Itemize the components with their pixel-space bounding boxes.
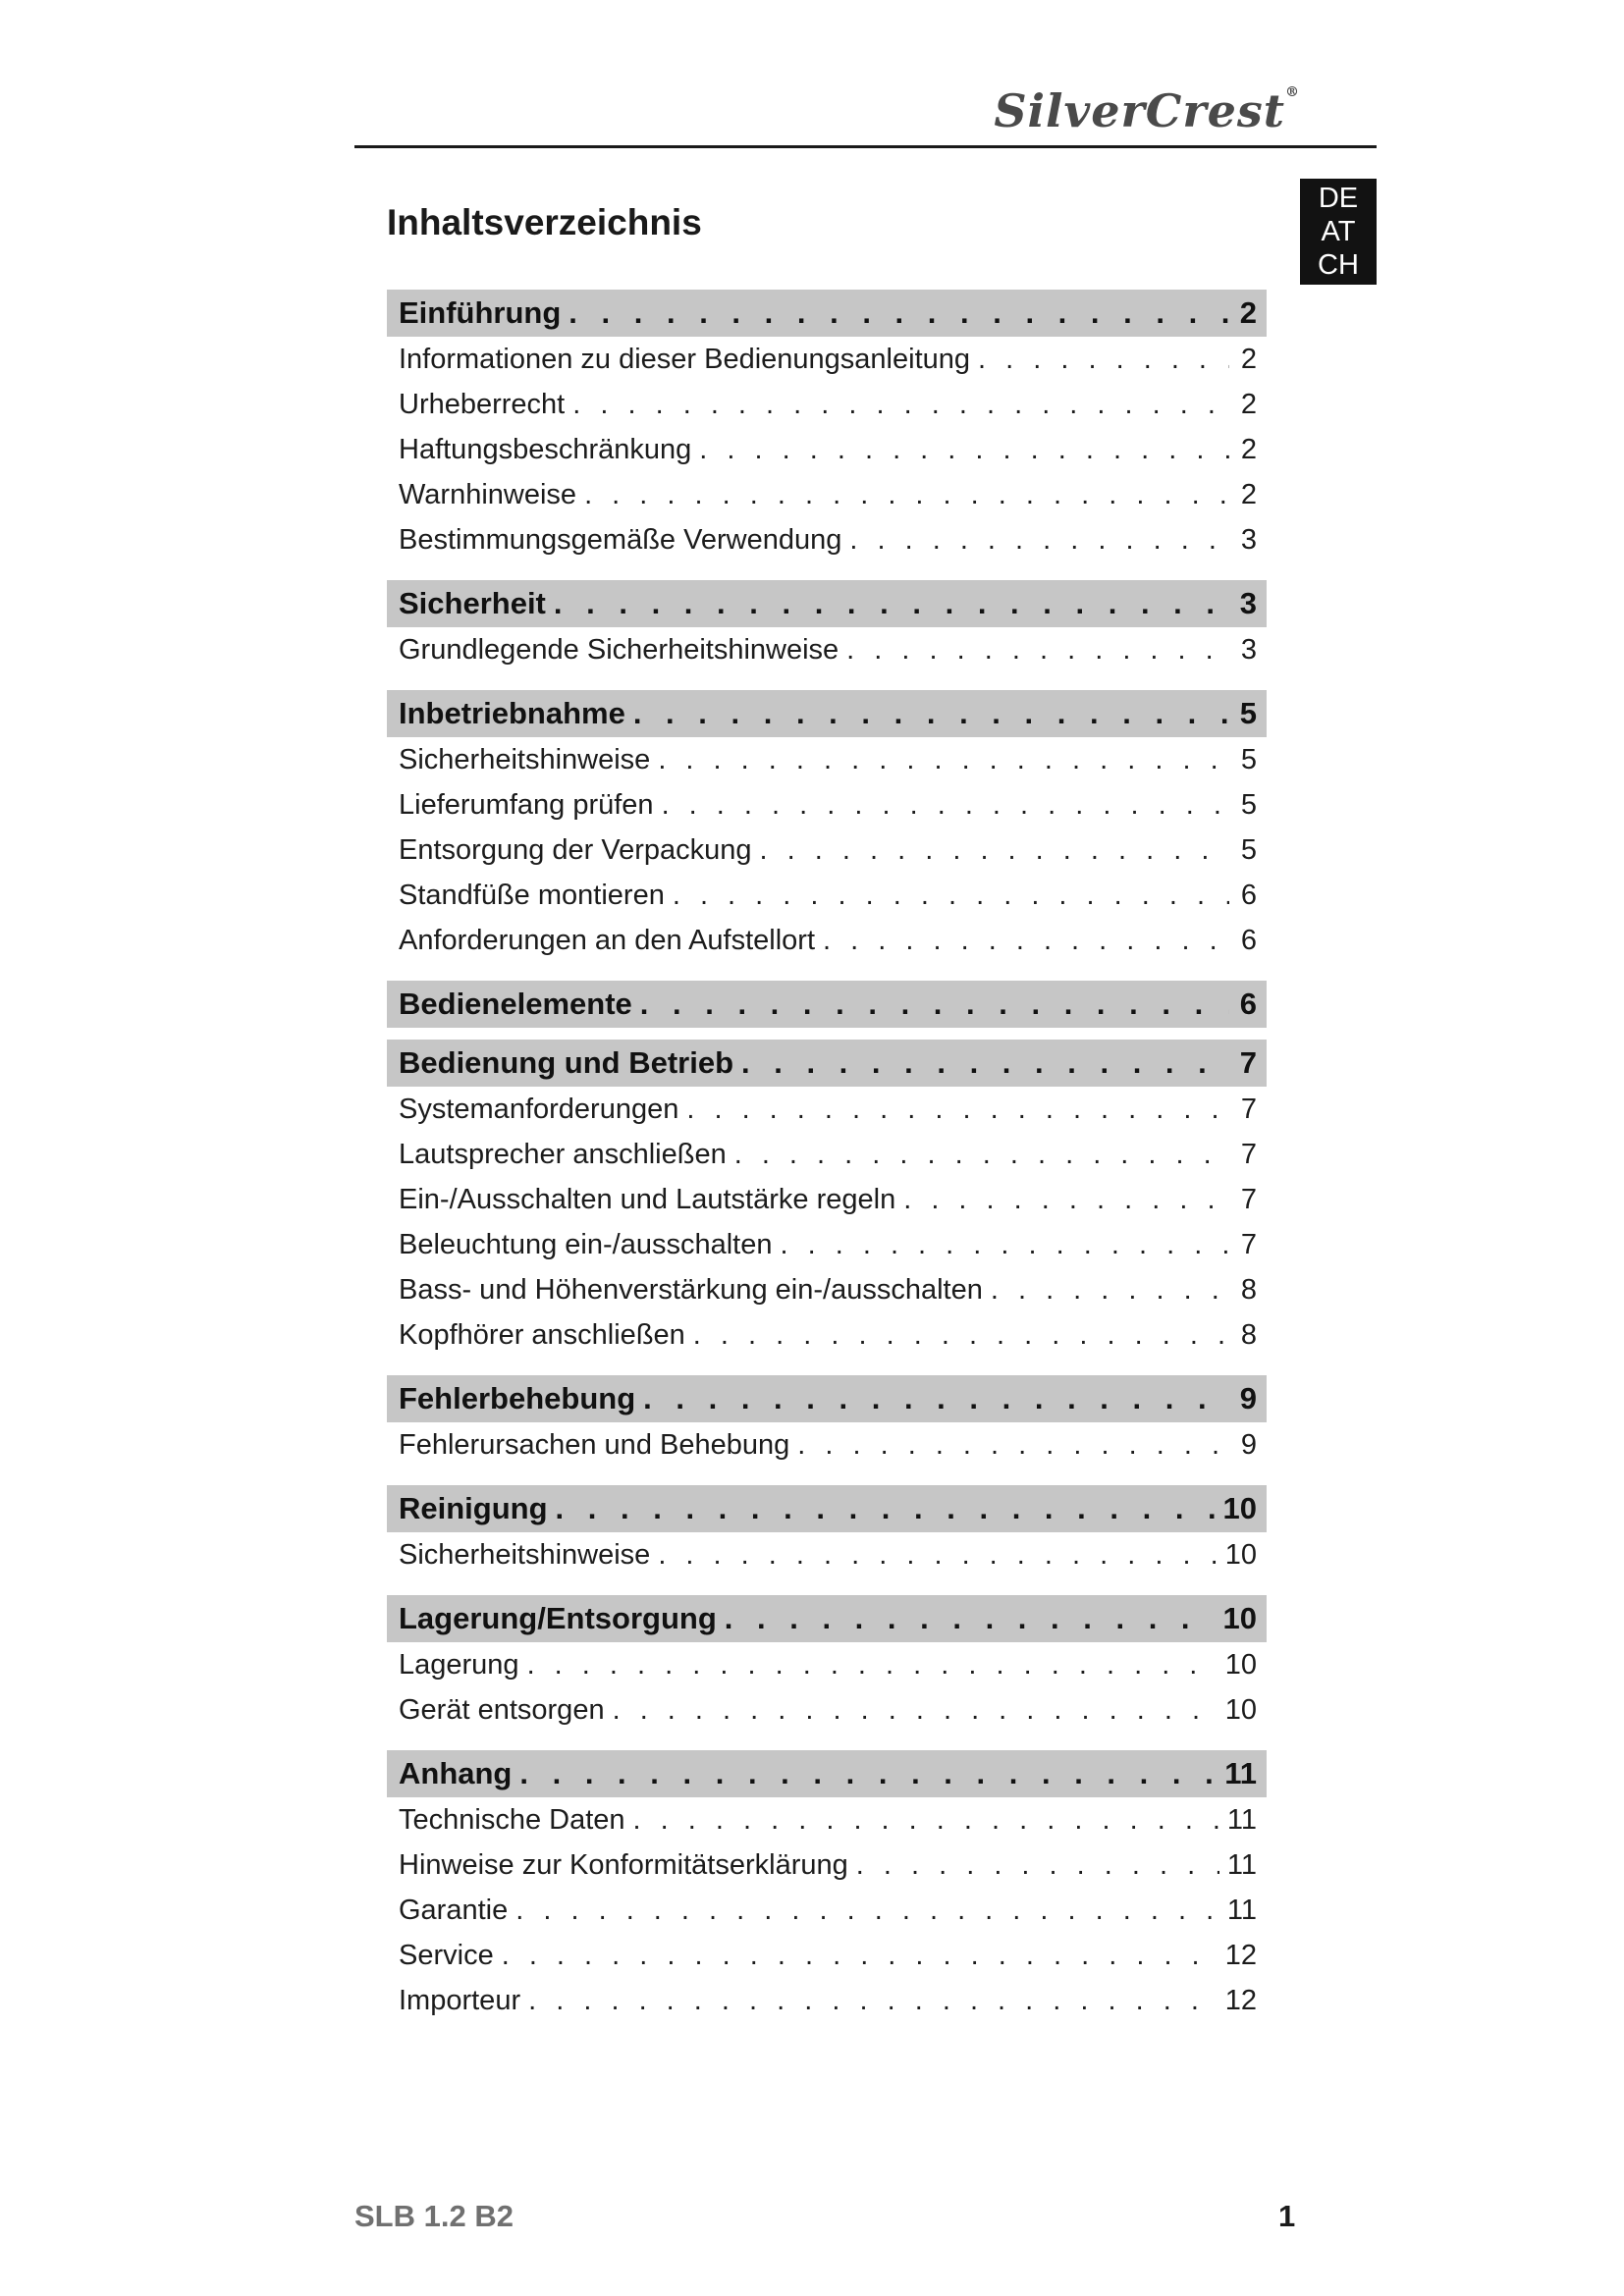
dot-leader	[797, 1429, 1229, 1462]
toc-entry-page: 8	[1240, 1318, 1257, 1351]
toc-entry-label: Fehlerursachen und Behebung	[399, 1428, 790, 1461]
dot-leader	[662, 789, 1229, 822]
dot-leader	[846, 634, 1229, 667]
toc-section[interactable]	[387, 290, 1267, 337]
toc-entry[interactable]	[387, 782, 1267, 828]
toc-entry[interactable]	[387, 1642, 1267, 1687]
language-code: AT	[1321, 216, 1356, 247]
toc-section[interactable]	[387, 1750, 1267, 1797]
toc-entry-label: Kopfhörer anschließen	[399, 1318, 685, 1351]
toc-entry-label: Importeur	[399, 1984, 521, 2016]
toc-entry[interactable]	[387, 1087, 1267, 1132]
toc-entry[interactable]	[387, 1888, 1267, 1933]
toc-entry-label: Informationen zu dieser Bedienungsanleitung	[399, 343, 971, 375]
dot-leader	[658, 1539, 1217, 1572]
toc-entry-page: 2	[1240, 433, 1257, 465]
toc-entry-label: Beleuchtung ein-/ausschalten	[399, 1228, 773, 1260]
toc-entry[interactable]	[387, 1132, 1267, 1177]
toc-entry-label: Lagerung	[399, 1648, 519, 1681]
dot-leader	[686, 1094, 1229, 1126]
toc-entry[interactable]	[387, 427, 1267, 472]
toc-section-page: 10	[1222, 1491, 1257, 1525]
toc-entry[interactable]	[387, 627, 1267, 672]
toc-entry[interactable]	[387, 918, 1267, 963]
toc-entry-label: Garantie	[399, 1894, 509, 1926]
toc-entry[interactable]	[387, 1222, 1267, 1267]
toc-entry-page: 3	[1240, 523, 1257, 556]
toc-entry-label: Technische Daten	[399, 1803, 625, 1836]
toc-section-label: Anhang	[399, 1756, 513, 1790]
dot-leader	[978, 344, 1229, 376]
toc-section-label: Lagerung/Entsorgung	[399, 1601, 717, 1635]
toc-entry-page: 10	[1224, 1693, 1257, 1726]
brand-logo	[994, 84, 1300, 137]
brand-name: SilverCrest	[994, 84, 1285, 137]
dot-leader	[903, 1184, 1229, 1216]
toc-entry[interactable]	[387, 1797, 1267, 1842]
toc-entry[interactable]	[387, 737, 1267, 782]
toc-entry-page: 3	[1240, 633, 1257, 666]
toc-section-page: 9	[1239, 1381, 1257, 1415]
toc-section-label: Inbetriebnahme	[399, 696, 625, 730]
toc-entry-label: Lieferumfang prüfen	[399, 788, 654, 821]
toc-entry-label: Haftungsbeschränkung	[399, 433, 692, 465]
toc-entry[interactable]	[387, 873, 1267, 918]
toc-entry-page: 12	[1224, 1939, 1257, 1971]
toc-entry-label: Warnhinweise	[399, 478, 577, 510]
toc-section-page: 5	[1239, 696, 1257, 730]
dot-leader	[519, 1756, 1217, 1791]
toc-section-label: Bedienung und Betrieb	[399, 1045, 733, 1080]
dot-leader	[741, 1045, 1229, 1081]
dot-leader	[527, 1649, 1218, 1682]
dot-leader	[856, 1849, 1219, 1882]
dot-leader	[528, 1985, 1218, 2017]
dot-leader	[640, 987, 1229, 1022]
toc-entry-page: 7	[1240, 1093, 1257, 1125]
toc-entry-page: 11	[1226, 1894, 1257, 1926]
toc-entry-page: 7	[1240, 1228, 1257, 1260]
toc-entry[interactable]	[387, 1687, 1267, 1733]
toc-section-label: Einführung	[399, 295, 562, 330]
toc-entry-label: Hinweise zur Konformitätserklärung	[399, 1848, 848, 1881]
toc-section-page: 6	[1239, 987, 1257, 1021]
toc-entry[interactable]	[387, 472, 1267, 517]
dot-leader	[643, 1381, 1229, 1416]
toc-section[interactable]	[387, 580, 1267, 627]
toc-entry[interactable]	[387, 1177, 1267, 1222]
toc-entry-label: Grundlegende Sicherheitshinweise	[399, 633, 839, 666]
toc-entry-page: 5	[1240, 833, 1257, 866]
dot-leader	[991, 1274, 1229, 1307]
toc-section[interactable]	[387, 1595, 1267, 1642]
toc-entry-page: 11	[1226, 1848, 1257, 1881]
toc-section[interactable]	[387, 690, 1267, 737]
dot-leader	[673, 880, 1229, 912]
toc-entry-label: Urheberrecht	[399, 388, 566, 420]
toc-section-label: Fehlerbehebung	[399, 1381, 636, 1415]
toc-entry[interactable]	[387, 382, 1267, 427]
toc-entry-label: Sicherheitshinweise	[399, 743, 651, 775]
toc-entry-page: 9	[1240, 1428, 1257, 1461]
toc-section-page: 3	[1239, 586, 1257, 620]
toc-entry-label: Bass- und Höhenverstärkung ein-/ausschalten	[399, 1273, 983, 1306]
toc-entry[interactable]	[387, 828, 1267, 873]
page-title: Inhaltsverzeichnis	[387, 202, 702, 242]
toc-entry[interactable]	[387, 1933, 1267, 1978]
toc-entry-page: 5	[1240, 788, 1257, 821]
dot-leader	[515, 1895, 1219, 1927]
language-code: DE	[1318, 183, 1359, 214]
toc-entry-page: 10	[1224, 1648, 1257, 1681]
toc-entry[interactable]	[387, 1267, 1267, 1312]
header-rule	[354, 145, 1377, 148]
dot-leader	[613, 1694, 1218, 1727]
toc-entry-page: 7	[1240, 1138, 1257, 1170]
dot-leader	[699, 434, 1229, 466]
dot-leader	[568, 295, 1229, 331]
toc-entry-label: Ein-/Ausschalten und Lautstärke regeln	[399, 1183, 896, 1215]
dot-leader	[780, 1229, 1229, 1261]
toc-entry-page: 6	[1240, 924, 1257, 956]
toc-section[interactable]	[387, 1485, 1267, 1532]
dot-leader	[633, 1804, 1219, 1837]
language-badge	[1300, 179, 1377, 285]
toc-section-page: 2	[1239, 295, 1257, 330]
toc-entry[interactable]	[387, 1842, 1267, 1888]
toc-section-page: 7	[1239, 1045, 1257, 1080]
toc-entry-page: 11	[1226, 1803, 1257, 1836]
toc-entry-label: Anforderungen an den Aufstellort	[399, 924, 816, 956]
dot-leader	[556, 1491, 1216, 1526]
dot-leader	[823, 925, 1229, 957]
toc-section[interactable]	[387, 1040, 1267, 1087]
model-number: SLB 1.2 B2	[354, 2199, 514, 2233]
dot-leader	[734, 1139, 1229, 1171]
dot-leader	[849, 524, 1229, 557]
toc-entry-page: 7	[1240, 1183, 1257, 1215]
toc-entry-label: Lautsprecher anschließen	[399, 1138, 727, 1170]
toc-entry-page: 5	[1240, 743, 1257, 775]
toc-entry[interactable]	[387, 1978, 1267, 2023]
dot-leader	[554, 586, 1229, 621]
dot-leader	[572, 389, 1229, 421]
dot-leader	[584, 479, 1229, 511]
toc-entry[interactable]	[387, 1312, 1267, 1358]
toc-entry[interactable]	[387, 517, 1267, 562]
toc-entry[interactable]	[387, 337, 1267, 382]
table-of-contents	[387, 290, 1267, 2023]
toc-entry-page: 8	[1240, 1273, 1257, 1306]
toc-entry-page: 12	[1224, 1984, 1257, 2016]
toc-entry-label: Standfüße montieren	[399, 879, 665, 911]
toc-section[interactable]	[387, 981, 1267, 1028]
toc-entry-page: 2	[1240, 343, 1257, 375]
toc-entry-page: 10	[1224, 1538, 1257, 1571]
toc-entry-label: Service	[399, 1939, 494, 1971]
dot-leader	[502, 1940, 1218, 1972]
toc-entry[interactable]	[387, 1422, 1267, 1468]
toc-section-label: Bedienelemente	[399, 987, 632, 1021]
toc-section[interactable]	[387, 1375, 1267, 1422]
toc-entry-label: Sicherheitshinweise	[399, 1538, 651, 1571]
toc-section-label: Reinigung	[399, 1491, 548, 1525]
page-number: 1	[1278, 2199, 1296, 2233]
toc-entry-label: Entsorgung der Verpackung	[399, 833, 752, 866]
dot-leader	[693, 1319, 1229, 1352]
toc-entry-page: 2	[1240, 388, 1257, 420]
language-code: CH	[1318, 249, 1359, 281]
toc-section-label: Sicherheit	[399, 586, 546, 620]
toc-entry-label: Gerät entsorgen	[399, 1693, 605, 1726]
registered-mark: ®	[1285, 84, 1300, 100]
toc-section-page: 11	[1224, 1756, 1257, 1790]
dot-leader	[633, 696, 1229, 731]
dot-leader	[760, 834, 1229, 867]
dot-leader	[725, 1601, 1216, 1636]
toc-entry-label: Systemanforderungen	[399, 1093, 679, 1125]
toc-section-page: 10	[1222, 1601, 1257, 1635]
toc-entry-label: Bestimmungsgemäße Verwendung	[399, 523, 842, 556]
toc-entry-page: 6	[1240, 879, 1257, 911]
dot-leader	[658, 744, 1229, 776]
toc-entry[interactable]	[387, 1532, 1267, 1577]
toc-entry-page: 2	[1240, 478, 1257, 510]
